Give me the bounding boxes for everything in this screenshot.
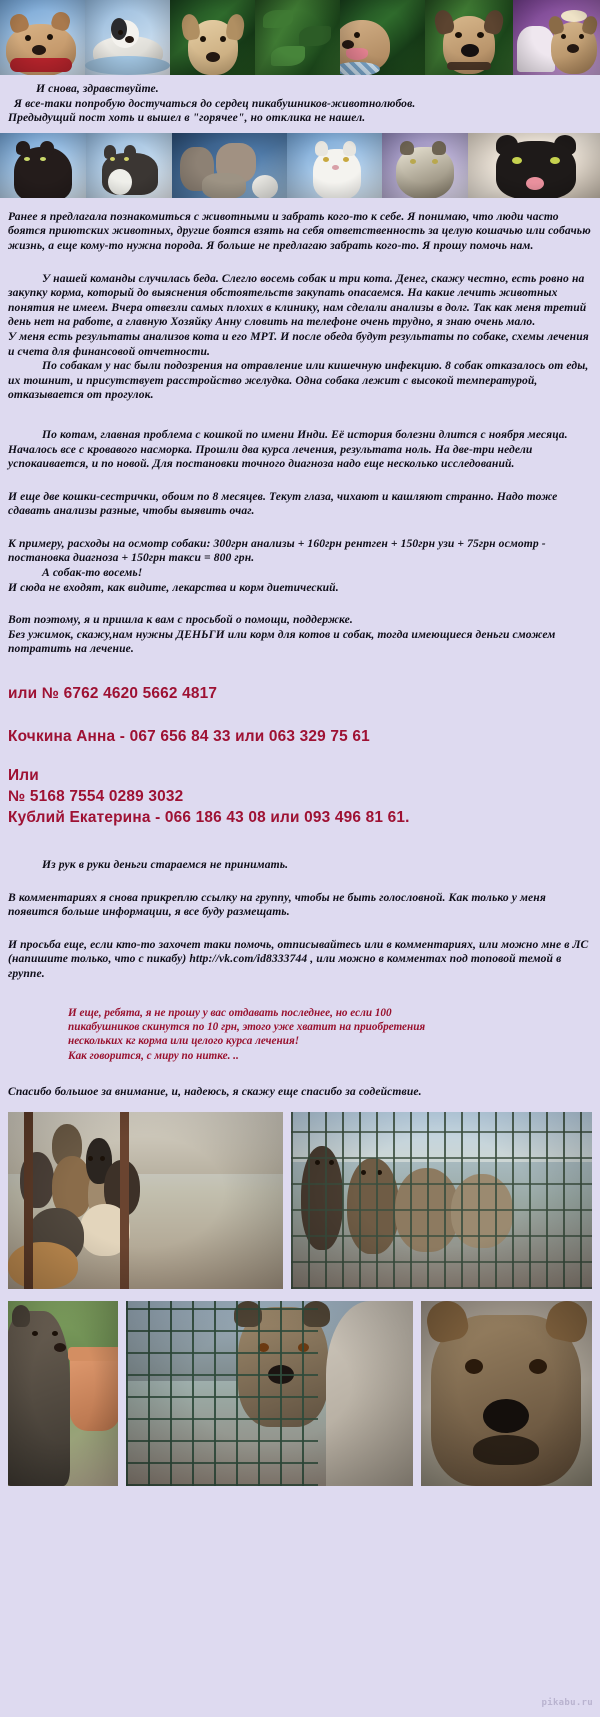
appeal-line-4: Как говорится, с миру по нитке. .. bbox=[68, 1049, 239, 1062]
intro-line-2: Я все-таки попробую достучаться до сердец пикабушников-животнолюбов. bbox=[14, 96, 416, 110]
dog-photo-1 bbox=[0, 0, 85, 75]
site-watermark: pikabu.ru bbox=[541, 1698, 593, 1708]
paragraph-comments: В комментариях я снова прикреплю ссылку на группу, чтобы не быть голословной. Как только у меня появится больше информации, я все буду размещать. bbox=[8, 890, 546, 919]
cat-photo-4 bbox=[287, 133, 382, 198]
appeal-line-1: И еще, ребята, я не прошу у вас отдавать последнее, но если 100 bbox=[68, 1006, 392, 1019]
paragraph-earlier: Ранее я предлагала познакомиться с животными и забрать кого-то к себе. Я понимаю, что люди часто боятся приютских животных, другие боятся взять на себя ответственность за целую кошачью или собачью жизнь, а еще кому-то нужна порода. Я больше не предлагаю забрать кого-то. Я прошу помочь нам. bbox=[8, 209, 591, 252]
dog-photo-6 bbox=[425, 0, 513, 75]
paragraph-request-2: Без ужимок, скажу,нам нужны ДЕНЬГИ или корм для котов и собак, тогда имеющиеся деньги сможем потратить на лечение. bbox=[8, 627, 556, 656]
paragraph-costs-2: А собак-то восемь! bbox=[42, 566, 143, 580]
dog-photo-5 bbox=[340, 0, 425, 75]
cat-photo-6 bbox=[468, 133, 600, 198]
paragraph-pm-link[interactable]: И просьба еще, если кто-то захочет таки помочь, отписывайтесь или в комментариях, или можно мне в ЛС (напишите только, что с пикабу) http://vk.com/id8333744 , или можно в комментах под топовой темой в группе. bbox=[8, 937, 589, 980]
dog-photo-4 bbox=[255, 0, 340, 75]
shelter-photo-row-2 bbox=[0, 1301, 600, 1486]
donation-or-label: Или bbox=[8, 767, 39, 785]
paragraph-costs-1: К примеру, расходы на осмотр собаки: 300грн анализы + 160грн рентген + 150грн узи + 75грн осмотр - постановка диагноза + 150грн такси = 800 грн. bbox=[8, 536, 546, 565]
paragraph-kittens: И еще две кошки-сестрички, обоим по 8 месяцев. Текут глаза, чихают и кашляют странно. Надо тоже сдавать анализы разные, чтобы выявить очаг. bbox=[8, 489, 558, 518]
shelter-photo-4 bbox=[126, 1301, 413, 1486]
cat-photo-3 bbox=[172, 133, 287, 198]
paragraph-trouble: У нашей команды случилась беда. Слегло восемь собак и три кота. Денег, скажу честно, есть ровно на закупку корма, который до выяснения обстоятельств закупать опасаемся. На какие лечить животных понятия не имеем. Вчера отвезли самых плохих в клинику, нам сделали анализы в долг. Так как меня третий день нет на работе, а главную Хозяйку Анну словить на телефоне очень трудно, я знаю очень мало. bbox=[8, 271, 587, 329]
cat-photo-2 bbox=[86, 133, 172, 198]
shelter-photo-5 bbox=[421, 1301, 592, 1486]
shelter-photo-3 bbox=[8, 1301, 118, 1486]
donation-contact-2[interactable]: Кублий Екатерина - 066 186 43 08 или 093 496 81 61. bbox=[8, 809, 410, 827]
shelter-photo-row-1 bbox=[0, 1112, 600, 1289]
cat-photo-strip bbox=[0, 133, 600, 198]
paragraph-request-1: Вот поэтому, я и пришла к вам с просьбой о помощи, поддержке. bbox=[8, 613, 353, 627]
closing-line: Спасибо большое за внимание, и, надеюсь, я скажу еще спасибо за содействие. bbox=[8, 1085, 422, 1099]
shelter-photo-1 bbox=[8, 1112, 283, 1289]
paragraph-costs-3: И сюда не входят, как видите, лекарства и корм диетический. bbox=[8, 580, 339, 594]
shelter-photo-2 bbox=[291, 1112, 592, 1289]
paragraph-results: У меня есть результаты анализов кота и его МРТ. И после обеда будут результаты по собаке, схемы лечения и счета для финансовой отчетности. bbox=[8, 329, 589, 358]
donation-card-1[interactable]: или № 6762 4620 5662 4817 bbox=[8, 685, 218, 703]
dog-photo-3 bbox=[170, 0, 255, 75]
paragraph-dogs: По собакам у нас были подозрения на отравление или кишечную инфекцию. 8 собак отказалось от еды, их тошнит, и присутствует расстройство желудка. Одна собака лежит с высокой температурой, отказывается от прогулок. bbox=[8, 359, 589, 402]
dog-photo-strip bbox=[0, 0, 600, 75]
donation-card-2[interactable]: № 5168 7554 0289 3032 bbox=[8, 788, 184, 806]
main-text-block bbox=[0, 198, 600, 1112]
donation-contact-1[interactable]: Кочкина Анна - 067 656 84 33 или 063 329 75 61 bbox=[8, 728, 370, 746]
appeal-line-2: пикабушников скинутся по 10 грн, этого уже хватит на приобретения bbox=[68, 1021, 426, 1033]
intro-line-3: Предыдущий пост хоть и вышел в "горячее", но отклика не нашел. bbox=[8, 111, 366, 125]
cat-photo-1 bbox=[0, 133, 86, 198]
paragraph-hand-to-hand: Из рук в руки деньги стараемся не принимать. bbox=[42, 858, 289, 872]
cat-photo-5 bbox=[382, 133, 468, 198]
appeal-line-3: нескольких кг корма или целого курса лечения! bbox=[68, 1035, 300, 1048]
dog-photo-2 bbox=[85, 0, 170, 75]
intro-text-block bbox=[0, 75, 600, 133]
intro-line-1: И снова, здравствуйте. bbox=[36, 82, 159, 95]
dog-photo-7 bbox=[513, 0, 600, 75]
paragraph-cats: По котам, главная проблема с кошкой по имени Инди. Её история болезни длится с ноября месяца. Началось все с кровавого насморка. Прошли два курса лечения, результата ноль. На две-три недели успокаивается, и по новой. Для постановки точного диагноза надо еще несколько исследований. bbox=[8, 427, 568, 471]
